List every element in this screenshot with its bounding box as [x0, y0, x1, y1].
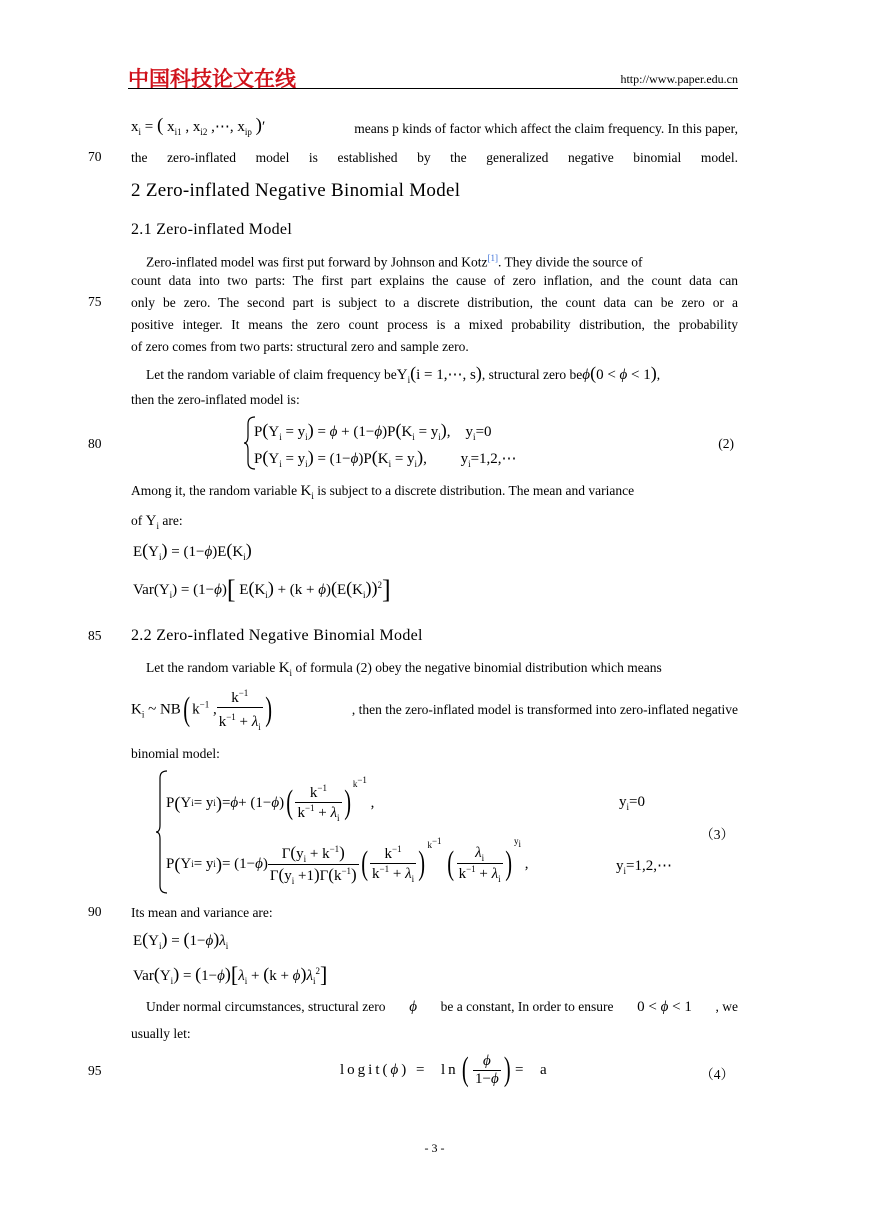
paragraph-line: Among it, the random variable $K_i$ is subject to a discrete distribution. The mean and variance	[131, 483, 635, 501]
paragraph-line: binomial model:	[131, 746, 220, 761]
citation-link[interactable]: [1]	[487, 253, 499, 263]
intro-line-2: the zero-inflated model is established by the generalized negative binomial model.	[131, 150, 738, 165]
line-number: 80	[88, 436, 102, 451]
intro-line-1	[131, 117, 738, 141]
equation-number: （3）	[700, 827, 734, 842]
equation-number: （4）	[700, 1067, 734, 1082]
paragraph-line: count data into two parts: The first part explains the cause of zero inflation, and the count data can	[131, 273, 738, 288]
paragraph-line: $K_i$ ~ NB( $k^{-1}$ , $\frac{k^{-1}}{k^{-1} + \lambda_i}$ ) , then the zero-inflated model is transformed into zero-inflated negative	[131, 688, 738, 732]
logo-text: 中国科技论文在线	[128, 67, 296, 91]
equation-3-line-2: P ( Y i = y i ) = (1− ϕ ) $\frac{\Gamma(y_i + k^{-1})}{\Gamma(y_i +1)\Gamma(k^{-1})}$ ( $\frac{k^{-1}}{k^{-1} + \lambda_i}$ ) $^{k^{-1}}$ ( $\frac{\lambda_i}{k^{-1} + \lambda_i}$ ) $^{y_i}$ ,	[166, 836, 529, 886]
subsection-heading: 2.2 Zero-inflated Negative Binomial Model	[131, 627, 423, 644]
equation-2-line-2: $P(Y_i = y_i) = (1-\phi)P(K_i = y_i)$, $y_i=1,2,\cdots$	[254, 447, 517, 469]
paragraph-line: only be zero. The second part is subject to a discrete distribution, the count data can be zero or a	[131, 295, 738, 310]
equation-number: (2)	[718, 436, 734, 451]
paragraph-line: then the zero-inflated model is:	[131, 392, 300, 407]
paragraph-line: of zero comes from two parts: structural zero and sample zero.	[131, 339, 469, 354]
header-divider	[128, 88, 738, 89]
paragraph-line: positive integer. It means the zero count process is a mixed probability distribution, the probability	[131, 317, 738, 332]
paragraph-line: Let the random variable $K_i$ of formula (2) obey the negative binomial distribution which means	[146, 660, 662, 678]
paragraph-line: usually let:	[131, 1026, 191, 1041]
equation-3-condition-2: $y_i=1,2,\cdots$	[616, 858, 672, 876]
equation-2-line-1: $P(Y_i = y_i) = \phi + (1-\phi)P(K_i = y_i)$, $y_i=0$	[254, 420, 492, 442]
paragraph-line: of $Y_i$ are:	[131, 513, 183, 531]
paragraph-line: Let the random variable of claim frequency beY$_i$(i = 1,⋯, s), structural zero beϕ(0 < ϕ < 1),	[146, 363, 661, 385]
equation-4: logit( ϕ ) = ln ( $\frac{\phi}{1-\phi}$ ) = a	[340, 1051, 550, 1088]
paragraph-line: Zero-inflated model was first put forward by Johnson and Kotz[1]. They divide the source of	[146, 253, 643, 270]
variance-formula: $Var(Y_i) = (1-\phi)$[ $E(K_i) + (k + \phi)(E(K_i))^2$]	[133, 575, 391, 604]
header-url[interactable]: http://www.paper.edu.cn	[620, 72, 738, 86]
line-number: 75	[88, 294, 102, 309]
equation-3-condition-1: $y_i=0$	[619, 794, 645, 812]
line-number: 95	[88, 1063, 102, 1078]
znb-variance-formula: $Var(Y_i) = (1-\phi)[\lambda_i + (k + \phi)\lambda_i^2]$	[133, 962, 328, 987]
paragraph-line: Its mean and variance are:	[131, 905, 273, 920]
subsection-heading: 2.1 Zero-inflated Model	[131, 221, 293, 238]
nb-distribution-formula: $K_i$ ~ NB( $k^{-1}$ , $\frac{k^{-1}}{k^{-1} + \lambda_i}$ )	[131, 684, 274, 736]
xi-vector-formula: $x_i$ = ( $x_{i1}$ , $x_{i2}$ ,⋯, $x_{ip}$ )′	[131, 115, 266, 137]
paragraph-line: Under normal circumstances, structural zero ϕ be a constant, In order to ensure 0 < ϕ < 1 , we	[146, 999, 738, 1015]
equation-3-line-1: P ( Y i = y i ) = ϕ + (1− ϕ ) ( $\frac{k^{-1}}{k^{-1} + \lambda_i}$ ) $^{k^{-1}}$ ,	[166, 775, 375, 823]
page-number: - 3 -	[424, 1141, 445, 1155]
line-number: 90	[88, 904, 102, 919]
line-number: 70	[88, 149, 102, 164]
section-heading: 2 Zero-inflated Negative Binomial Model	[131, 180, 461, 201]
line-number: 85	[88, 628, 102, 643]
znb-mean-formula: $E(Y_i) = (1-\phi)\lambda_i$	[133, 929, 229, 951]
intro-text: means p kinds of factor which affect the claim frequency. In this paper,	[354, 121, 738, 136]
mean-formula: $E(Y_i) = (1-\phi)E(K_i)$	[133, 540, 252, 562]
